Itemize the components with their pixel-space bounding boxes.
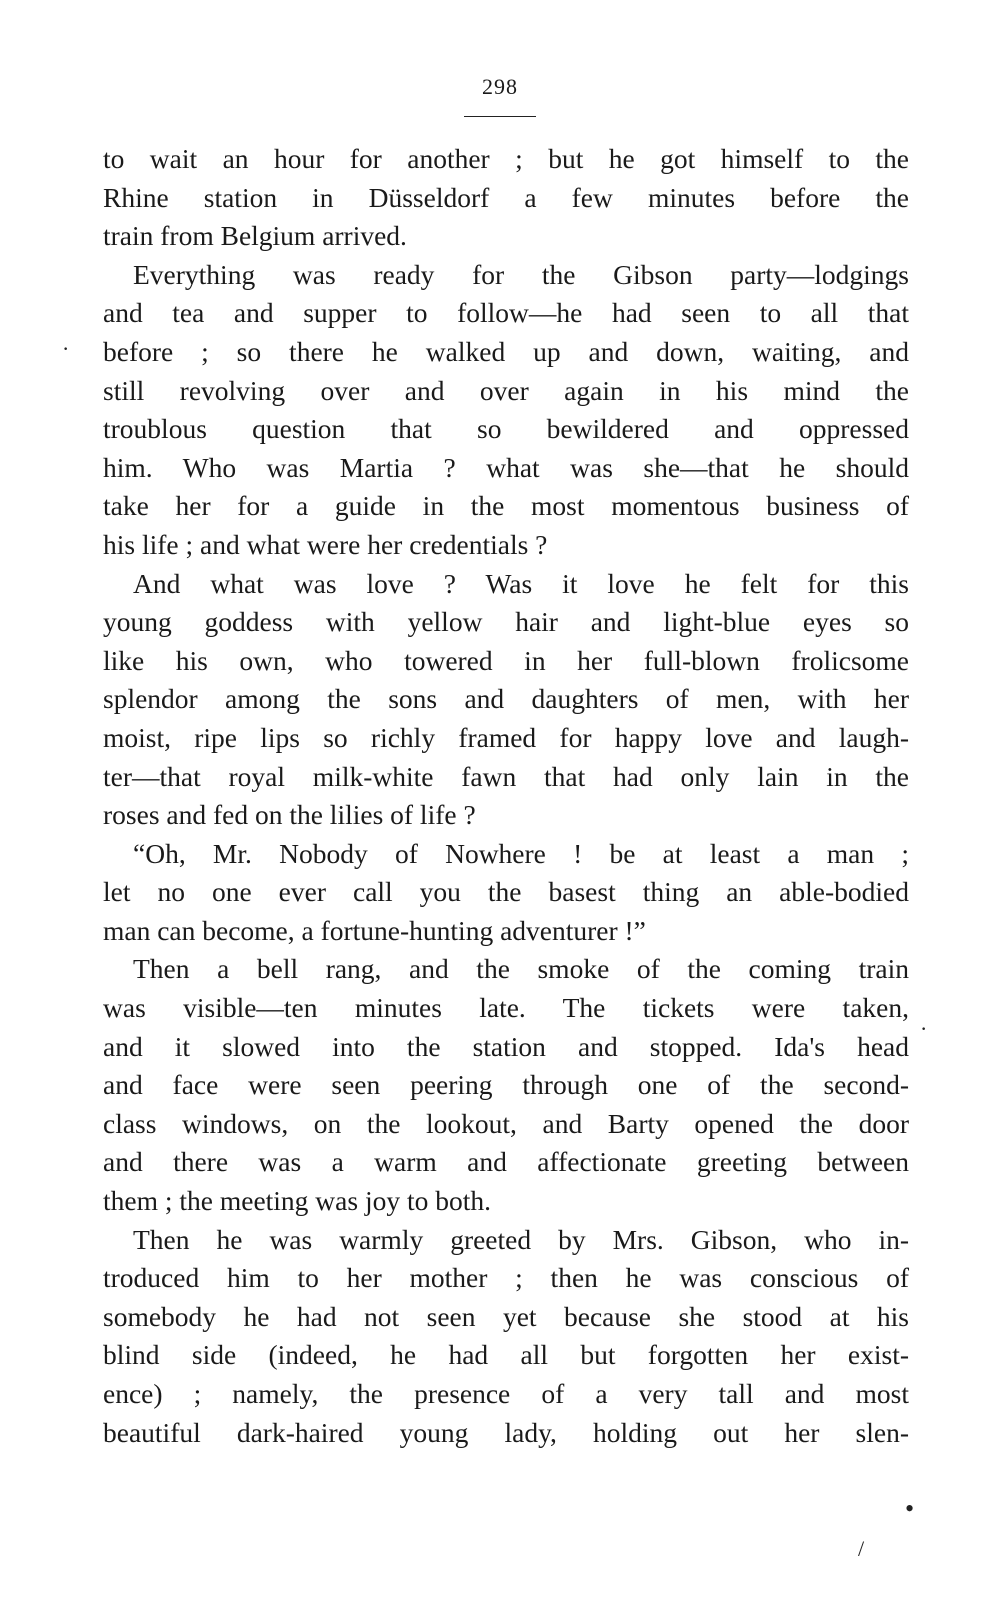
text-line: And what was love ? Was it love he felt for this <box>133 567 909 599</box>
text-line: train from Belgium arrived. <box>103 220 407 252</box>
text-line: and there was a warm and affectionate greeting between <box>103 1146 909 1178</box>
text-line: his life ; and what were her credentials ? <box>103 528 548 560</box>
text-line: young goddess with yellow hair and light-blue eyes so <box>103 606 909 638</box>
margin-speck: · <box>62 336 70 361</box>
text-line: and tea and supper to follow—he had seen to all that <box>103 297 909 329</box>
text-line: still revolving over and over again in his mind the <box>103 374 909 406</box>
text-line: blind side (indeed, he had all but forgotten her exist- <box>103 1339 909 1371</box>
text-line: like his own, who towered in her full-blown frolicsome <box>103 644 909 676</box>
text-line: moist, ripe lips so richly framed for happy love and laugh- <box>103 721 909 753</box>
text-line: troublous question that so bewildered and oppressed <box>103 413 909 445</box>
body-text <box>103 140 909 1452</box>
text-line: Rhine station in Düsseldorf a few minutes before the <box>103 181 909 213</box>
margin-speck: / <box>858 1536 865 1561</box>
text-line: to wait an hour for another ; but he got himself to the <box>103 143 909 174</box>
text-line: Then a bell rang, and the smoke of the coming train <box>133 953 909 985</box>
text-line: splendor among the sons and daughters of men, with her <box>103 683 909 715</box>
text-line: class windows, on the lookout, and Barty opened the door <box>103 1107 909 1139</box>
text-line: “Oh, Mr. Nobody of Nowhere ! be at least a man ; <box>133 837 909 869</box>
text-line: let no one ever call you the basest thing an able-bodied <box>103 876 909 908</box>
text-line: man can become, a fortune-hunting adventurer !” <box>103 914 646 946</box>
text-line: ence) ; namely, the presence of a very tall and most <box>103 1378 909 1409</box>
text-line: was visible—ten minutes late. The tickets were taken, <box>103 992 909 1024</box>
text-line: troduced him to her mother ; then he was conscious of <box>103 1262 909 1294</box>
text-line: and face were seen peering through one of the second- <box>103 1069 909 1101</box>
text-line: ter—that royal milk-white fawn that had only lain in the <box>103 760 909 792</box>
page-number: 298 <box>482 74 518 99</box>
text-line: him. Who was Martia ? what was she—that he should <box>103 451 909 483</box>
margin-speck: · <box>920 1016 928 1041</box>
text-line: take her for a guide in the most momentous business of <box>103 490 909 522</box>
text-line: and it slowed into the station and stopped. Ida's head <box>103 1030 909 1062</box>
text-line: Everything was ready for the Gibson party—lodgings <box>133 258 909 290</box>
text-line: beautiful dark-haired young lady, holding out her slen- <box>103 1416 909 1448</box>
text-line: before ; so there he walked up and down, waiting, and <box>103 335 909 367</box>
page-number-rule <box>464 116 536 117</box>
text-line: roses and fed on the lilies of life ? <box>103 799 476 831</box>
margin-speck: • <box>905 1494 915 1523</box>
text-line: them ; the meeting was joy to both. <box>103 1185 491 1217</box>
text-line: Then he was warmly greeted by Mrs. Gibson, who in- <box>133 1223 909 1255</box>
text-line: somebody he had not seen yet because she stood at his <box>103 1300 909 1332</box>
